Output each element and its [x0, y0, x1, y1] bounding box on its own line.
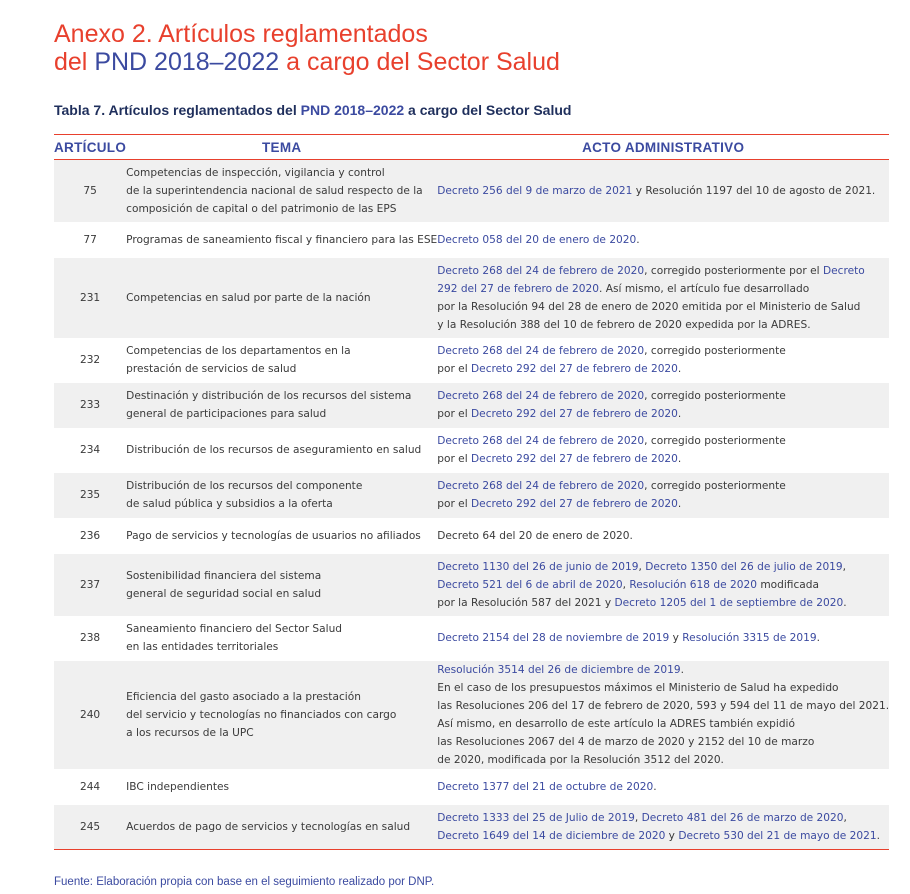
acto-line: [437, 827, 889, 845]
acto-line: [437, 697, 889, 715]
table-row: [54, 769, 889, 805]
document-link[interactable]: Decreto 268 del 24 de febrero de 2020: [437, 345, 645, 357]
cell-acto: [437, 769, 889, 805]
cell-articulo: 237: [54, 554, 126, 616]
acto-text: Decreto 64 del 20 de enero de 2020.: [437, 529, 633, 542]
document-link[interactable]: Resolución 3315 de 2019: [682, 632, 817, 644]
acto-text: .: [816, 632, 820, 644]
cell-tema: [126, 554, 437, 616]
tema-line: Eficiencia del gasto asociado a la prestación: [126, 690, 361, 703]
cell-tema: [126, 258, 437, 338]
acto-text: . Así mismo, el artículo fue desarrollado: [599, 282, 810, 295]
acto-text: .: [653, 780, 657, 793]
table-row: [54, 258, 889, 338]
table-row: [54, 661, 889, 769]
document-link[interactable]: Decreto 1350 del 26 de julio de 2019: [645, 560, 843, 573]
document-link[interactable]: Decreto 292 del 27 de febrero de 2020: [471, 363, 678, 375]
acto-line: [437, 751, 889, 769]
table-row: [54, 383, 889, 428]
cell-tema: [126, 383, 437, 428]
acto-line: [437, 477, 889, 495]
acto-line: [437, 629, 889, 647]
tema-line: de salud pública y subsidios a la oferta: [126, 498, 333, 510]
cell-acto: [437, 160, 889, 222]
acto-text: .: [677, 408, 682, 420]
document-link[interactable]: Decreto: [822, 264, 865, 277]
table-caption: Tabla 7. Artículos reglamentados del PND 2018–2022 a cargo del Sector Salud: [54, 102, 572, 118]
cell-tema: [126, 616, 437, 661]
table-row: [54, 616, 889, 661]
acto-line: [437, 432, 889, 450]
acto-text: ,: [622, 578, 630, 591]
cell-acto: [437, 222, 889, 258]
table-row: [54, 338, 889, 383]
acto-text: por el: [437, 363, 472, 375]
document-link[interactable]: Decreto 1205 del 1 de septiembre de 2020: [614, 596, 844, 609]
tema-line: Competencias de los departamentos en la: [126, 345, 351, 357]
acto-text: ,: [638, 560, 646, 573]
table-row: [54, 554, 889, 616]
table-row: [54, 518, 889, 554]
acto-text: y la Resolución 388 del 10 de febrero de 2020 expedida por la ADRES.: [437, 318, 811, 331]
tema-line: IBC independientes: [126, 780, 230, 793]
acto-text: por el: [437, 408, 472, 420]
acto-text: y Resolución 1197 del 10 de agosto de 2021.: [632, 184, 876, 197]
tema-line: Sostenibilidad financiera del sistema: [126, 569, 322, 582]
cell-tema: [126, 661, 437, 769]
document-link[interactable]: Decreto 268 del 24 de febrero de 2020: [437, 264, 645, 277]
acto-line: [437, 231, 889, 249]
acto-line: [437, 715, 889, 733]
acto-text: En el caso de los presupuestos máximos el Ministerio de Salud ha expedido: [437, 681, 839, 694]
cell-tema: [126, 222, 437, 258]
tema-line: Pago de servicios y tecnologías de usuarios no afiliados: [126, 529, 421, 542]
document-link[interactable]: Decreto 481 del 26 de marzo de 2020: [641, 811, 844, 824]
table-row: [54, 428, 889, 473]
acto-text: por el: [437, 498, 472, 510]
table-body: [54, 160, 889, 850]
cell-tema: [126, 518, 437, 554]
acto-line: [437, 405, 889, 423]
acto-text: las Resoluciones 206 del 17 de febrero de 2020, 593 y 594 del 11 de mayo del 2021.: [437, 699, 890, 712]
acto-line: [437, 527, 889, 545]
acto-line: [437, 809, 889, 827]
acto-text: modificada: [756, 578, 820, 591]
tema-line: Destinación y distribución de los recursos del sistema: [126, 390, 412, 402]
document-link[interactable]: Decreto 521 del 6 de abril de 2020: [437, 578, 623, 591]
acto-line: [437, 280, 889, 298]
document-link[interactable]: Decreto 292 del 27 de febrero de 2020: [471, 453, 678, 465]
cell-articulo: 234: [54, 428, 126, 473]
table-header-row: [54, 135, 889, 160]
tema-line: Competencias en salud por parte de la nación: [126, 291, 371, 304]
acto-line: [437, 495, 889, 513]
cell-tema: [126, 338, 437, 383]
document-link[interactable]: Decreto 1333 del 25 de Julio de 2019: [437, 811, 635, 824]
tema-line: general de seguridad social en salud: [126, 587, 322, 600]
tema-line: Distribución de los recursos del componente: [126, 480, 363, 492]
tema-line: prestación de servicios de salud: [126, 363, 297, 375]
document-link[interactable]: Resolución 618 de 2020: [629, 578, 757, 591]
acto-line: [437, 316, 889, 334]
cell-articulo: 245: [54, 805, 126, 850]
header-tema: TEMA: [126, 135, 437, 160]
title-line-1: Anexo 2. Artículos reglamentados: [54, 20, 428, 48]
cell-acto: [437, 518, 889, 554]
document-link[interactable]: Decreto 292 del 27 de febrero de 2020: [471, 498, 678, 510]
cell-acto: [437, 383, 889, 428]
document-link[interactable]: Decreto 058 del 20 de enero de 2020: [437, 233, 637, 246]
acto-line: [437, 778, 889, 796]
tema-line: Acuerdos de pago de servicios y tecnologías en salud: [126, 820, 411, 833]
acto-text: ,: [843, 811, 847, 824]
acto-line: [437, 558, 889, 576]
acto-text: por la Resolución 587 del 2021 y: [437, 596, 615, 609]
cell-tema: [126, 805, 437, 850]
acto-text: , corregido posteriormente por el: [644, 264, 823, 277]
acto-text: .: [677, 498, 682, 510]
document-link[interactable]: Decreto 292 del 27 de febrero de 2020: [471, 408, 678, 420]
cell-articulo: 236: [54, 518, 126, 554]
acto-text: y: [665, 829, 679, 842]
acto-line: [437, 360, 889, 378]
cell-articulo: 232: [54, 338, 126, 383]
cell-acto: [437, 616, 889, 661]
cell-tema: [126, 769, 437, 805]
acto-text: las Resoluciones 2067 del 4 de marzo de 2020 y 2152 del 10 de marzo: [437, 735, 815, 748]
cell-acto: [437, 805, 889, 850]
table-row: [54, 805, 889, 850]
source-note: Fuente: Elaboración propia con base en el seguimiento realizado por DNP.: [54, 876, 435, 888]
cell-acto: [437, 338, 889, 383]
acto-line: [437, 450, 889, 468]
cell-tema: [126, 160, 437, 222]
table-row: [54, 473, 889, 518]
tema-line: Saneamiento financiero del Sector Salud: [126, 623, 343, 635]
tema-line: Competencias de inspección, vigilancia y control: [126, 166, 385, 179]
acto-line: [437, 661, 889, 679]
tema-line: Distribución de los recursos de aseguramiento en salud: [126, 444, 422, 456]
document-link[interactable]: Resolución 3514 del 26 de diciembre de 2019: [437, 663, 681, 676]
acto-text: , corregido posteriormente: [644, 345, 786, 357]
cell-acto: [437, 258, 889, 338]
acto-line: [437, 733, 889, 751]
tema-line: del servicio y tecnologías no financiados con cargo: [126, 708, 397, 721]
title-line-2: del PND 2018–2022 a cargo del Sector Salud: [54, 48, 560, 76]
acto-text: , corregido posteriormente: [644, 480, 786, 492]
cell-articulo: 75: [54, 160, 126, 222]
tema-line: en las entidades territoriales: [126, 641, 279, 653]
header-acto: ACTO ADMINISTRATIVO: [437, 135, 889, 160]
table-row: [54, 222, 889, 258]
cell-articulo: 238: [54, 616, 126, 661]
document-link[interactable]: Decreto 1130 del 26 de junio de 2019: [437, 560, 639, 573]
acto-line: [437, 298, 889, 316]
acto-text: .: [680, 663, 684, 676]
acto-text: .: [677, 453, 682, 465]
document-link[interactable]: Decreto 1649 del 14 de diciembre de 2020: [437, 829, 666, 842]
document-link[interactable]: Decreto 530 del 21 de mayo de 2021: [678, 829, 877, 842]
document-link[interactable]: Decreto 268 del 24 de febrero de 2020: [437, 480, 645, 492]
acto-line: [437, 262, 889, 280]
acto-text: por la Resolución 94 del 28 de enero de 2020 emitida por el Ministerio de Salud: [437, 300, 861, 313]
cell-tema: [126, 473, 437, 518]
cell-acto: [437, 661, 889, 769]
acto-text: .: [843, 596, 847, 609]
acto-line: [437, 576, 889, 594]
acto-text: , corregido posteriormente: [644, 390, 786, 402]
acto-text: ,: [634, 811, 642, 824]
acto-text: .: [677, 363, 682, 375]
tema-line: general de participaciones para salud: [126, 408, 327, 420]
cell-articulo: 244: [54, 769, 126, 805]
cell-acto: [437, 554, 889, 616]
header-articulo: ARTÍCULO: [54, 135, 126, 160]
cell-articulo: 231: [54, 258, 126, 338]
acto-text: ,: [842, 560, 847, 573]
document-link[interactable]: Decreto 268 del 24 de febrero de 2020: [437, 435, 645, 447]
cell-articulo: 77: [54, 222, 126, 258]
document-link[interactable]: Decreto 268 del 24 de febrero de 2020: [437, 390, 645, 402]
tema-line: de la superintendencia nacional de salud respecto de la: [126, 184, 423, 197]
page-title: [54, 20, 560, 76]
cell-articulo: 235: [54, 473, 126, 518]
cell-articulo: 233: [54, 383, 126, 428]
tema-line: Programas de saneamiento fiscal y financiero para las ESE: [126, 233, 438, 246]
cell-acto: [437, 428, 889, 473]
table-row: [54, 160, 889, 222]
acto-text: de 2020, modificada por la Resolución 3512 del 2020.: [437, 753, 724, 766]
document-link[interactable]: 292 del 27 de febrero de 2020: [437, 282, 600, 295]
acto-line: [437, 679, 889, 697]
document-link[interactable]: Decreto 1377 del 21 de octubre de 2020: [437, 780, 654, 793]
acto-text: .: [876, 829, 880, 842]
acto-text: y: [669, 632, 683, 644]
tema-line: a los recursos de la UPC: [126, 726, 254, 739]
acto-text: , corregido posteriormente: [644, 435, 786, 447]
tema-line: composición de capital o del patrimonio de las EPS: [126, 202, 397, 215]
acto-line: [437, 342, 889, 360]
articles-table: [54, 134, 889, 850]
acto-text: .: [636, 233, 640, 246]
acto-text: Así mismo, en desarrollo de este artículo la ADRES también expidió: [437, 717, 795, 730]
acto-line: [437, 594, 889, 612]
document-link[interactable]: Decreto 2154 del 28 de noviembre de 2019: [437, 632, 670, 644]
cell-acto: [437, 473, 889, 518]
cell-tema: [126, 428, 437, 473]
acto-line: [437, 387, 889, 405]
acto-text: por el: [437, 453, 472, 465]
cell-articulo: 240: [54, 661, 126, 769]
acto-line: [437, 182, 889, 200]
document-link[interactable]: Decreto 256 del 9 de marzo de 2021: [437, 184, 633, 197]
